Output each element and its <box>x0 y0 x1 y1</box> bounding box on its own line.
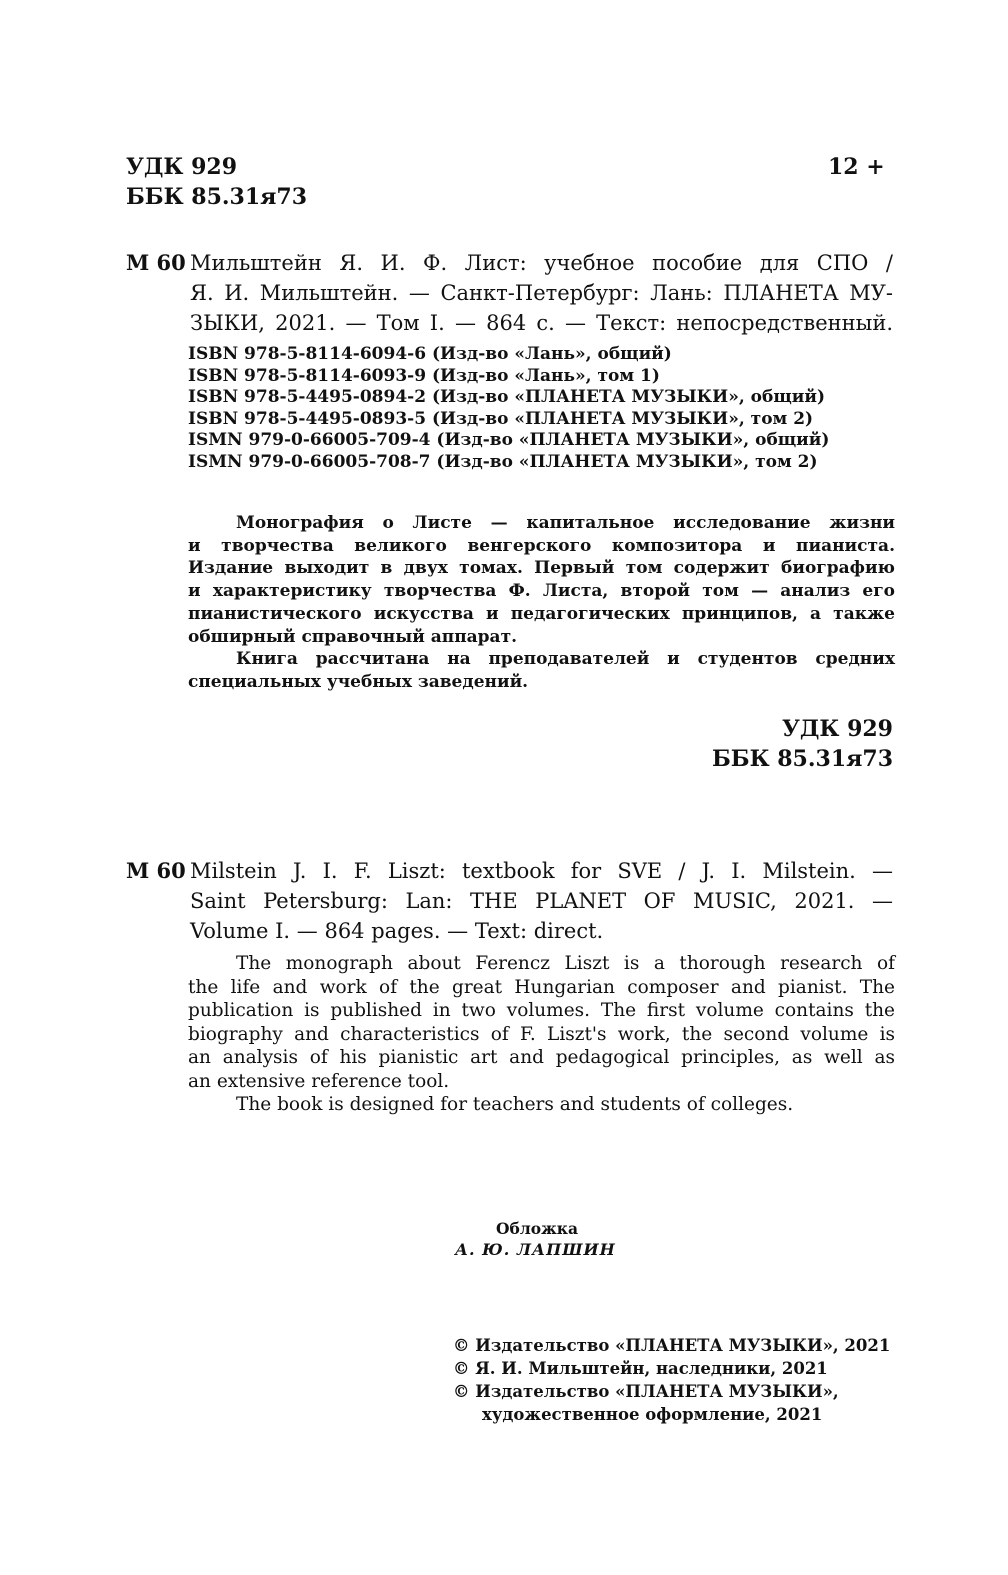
en-bibliographic-record <box>190 856 893 946</box>
ru-abstract-line: Издание выходит в двух томах. Первый том содержит биографию <box>188 558 895 579</box>
ru-abstract <box>188 512 895 694</box>
copyright-line: художественное оформление, 2021 <box>482 1405 823 1424</box>
en-abstract-line: biography and characteristics of F. Liszt's work, the second volume is <box>188 1023 895 1045</box>
en-abstract-line: The monograph about Ferencz Liszt is a thorough research of <box>236 953 895 974</box>
bbk-code: ББК 85.31я73 <box>126 184 308 210</box>
copyright-line: © Я. И. Мильштейн, наследники, 2021 <box>453 1359 828 1378</box>
ru-abstract-line: и творчества великого венгерского композитора и пианиста. <box>188 535 895 556</box>
ru-abstract-line: Книга рассчитана на преподавателей и студентов средних <box>236 649 895 670</box>
udk-code-repeat: УДК 929 <box>781 716 893 742</box>
en-record-line: Saint Petersburg: Lan: THE PLANET OF MUSIC, 2021. — <box>190 889 893 913</box>
ismn-line: ISMN 979-0-66005-708-7 (Изд-во «ПЛАНЕТА МУЗЫКИ», том 2) <box>188 451 818 472</box>
identifier-list <box>188 344 829 473</box>
ru-abstract-line: Монография о Листе — капитальное исследование жизни <box>236 513 895 533</box>
en-abstract-line: an analysis of his pianistic art and pedagogical principles, as well as <box>188 1047 895 1068</box>
ru-record-line: Я. И. Мильштейн. — Санкт-Петербург: Лань: ПЛАНЕТА МУ- <box>190 281 893 305</box>
en-record-line: Milstein J. I. F. Liszt: textbook for SVE / J. I. Milstein. — <box>190 859 893 883</box>
cover-label: Обложка <box>496 1219 578 1238</box>
isbn-line: ISBN 978-5-4495-0894-2 (Изд-во «ПЛАНЕТА МУЗЫКИ», общий) <box>188 387 825 407</box>
en-abstract <box>188 952 895 1117</box>
copyright-block <box>453 1334 890 1426</box>
en-record-line: Volume I. — 864 pages. — Text: direct. <box>190 919 604 943</box>
en-abstract-line: an extensive reference tool. <box>188 1070 450 1092</box>
ru-record-line: Мильштейн Я. И. Ф. Лист: учебное пособие для СПО / <box>190 251 893 275</box>
isbn-line: ISBN 978-5-8114-6094-6 (Изд-во «Лань», общий) <box>188 344 672 364</box>
ru-abstract-line: обширный справочный аппарат. <box>188 626 518 647</box>
copyright-line: © Издательство «ПЛАНЕТА МУЗЫКИ», <box>453 1382 839 1401</box>
ru-abstract-line: пианистического искусства и педагогических принципов, а также <box>188 603 895 624</box>
en-author-sign: M 60 <box>126 858 186 883</box>
en-abstract-line: the life and work of the great Hungarian composer and pianist. The <box>188 976 895 998</box>
ru-bibliographic-record <box>190 248 893 338</box>
age-rating: 12 + <box>828 154 885 180</box>
isbn-line: ISBN 978-5-4495-0893-5 (Изд-во «ПЛАНЕТА МУЗЫКИ», том 2) <box>188 408 814 429</box>
ru-abstract-line: специальных учебных заведений. <box>188 671 529 692</box>
ru-author-sign: М 60 <box>126 250 186 275</box>
ru-record-line: ЗЫКИ, 2021. — Том I. — 864 с. — Текст: непосредственный. <box>190 311 893 335</box>
ismn-line: ISMN 979-0-66005-709-4 (Изд-во «ПЛАНЕТА МУЗЫКИ», общий) <box>188 430 830 450</box>
en-abstract-line: The book is designed for teachers and students of colleges. <box>236 1094 794 1115</box>
copyright-line: © Издательство «ПЛАНЕТА МУЗЫКИ», 2021 <box>453 1336 891 1355</box>
udk-code: УДК 929 <box>126 154 238 180</box>
en-abstract-line: publication is published in two volumes. The first volume contains the <box>188 1000 895 1021</box>
isbn-line: ISBN 978-5-8114-6093-9 (Изд-во «Лань», том 1) <box>188 365 660 386</box>
cover-designer: А. Ю. ЛАПШИН <box>455 1240 616 1259</box>
bbk-code-repeat: ББК 85.31я73 <box>711 746 893 772</box>
ru-abstract-line: и характеристику творчества Ф. Листа, второй том — анализ его <box>188 581 895 602</box>
